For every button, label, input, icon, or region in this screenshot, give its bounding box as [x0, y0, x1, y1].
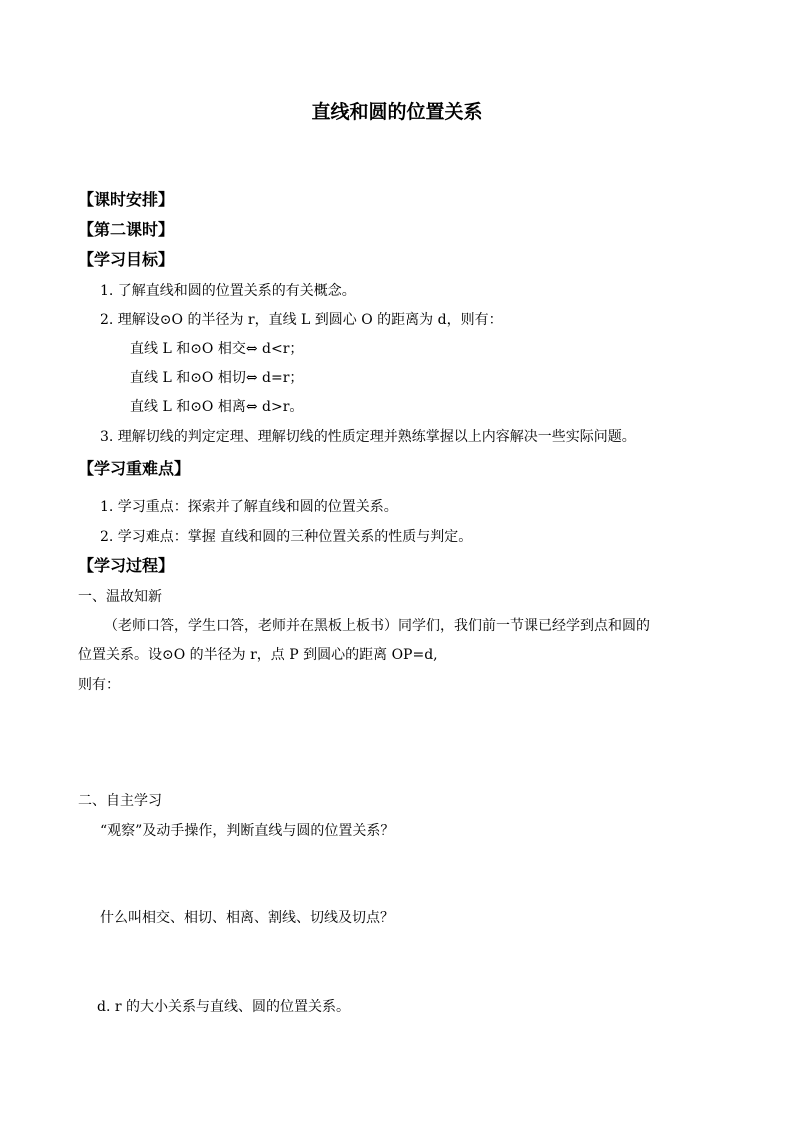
self-question-2: 什么叫相交、相切、相离、割线、切线及切点？	[100, 910, 394, 926]
section-heading-schedule: 【课时安排】	[78, 190, 175, 209]
review-paragraph-line-2: 位置关系。设⊙O 的半径为 r，点 P 到圆心的距离 OP=d,	[78, 647, 438, 663]
relation-intersect: 直线 L 和⊙O 相交⇔ d<r；	[130, 341, 304, 357]
relation-separate: 直线 L 和⊙O 相离⇔ d>r。	[130, 399, 304, 415]
section-heading-lesson: 【第二课时】	[78, 220, 175, 239]
goal-item-1: 1. 了解直线和圆的位置关系的有关概念。	[100, 283, 356, 299]
section-heading-process: 【学习过程】	[78, 556, 175, 575]
goal-item-3: 3. 理解切线的判定定理、理解切线的性质定理并熟练掌握以上内容解决一些实际问题。	[100, 429, 636, 445]
self-question-3: d. r 的大小关系与直线、圆的位置关系。	[97, 999, 351, 1015]
section-heading-key-points: 【学习重难点】	[78, 459, 191, 478]
key-point-1: 1. 学习重点：探索并了解直线和圆的位置关系。	[100, 499, 398, 515]
relation-tangent: 直线 L 和⊙O 相切⇔ d=r；	[130, 370, 304, 386]
subheading-review: 一、温故知新	[78, 589, 162, 605]
goal-item-2: 2. 理解设⊙O 的半径为 r，直线 L 到圆心 O 的距离为 d，则有：	[100, 312, 503, 328]
key-point-2: 2. 学习难点：掌握 直线和圆的三种位置关系的性质与判定。	[100, 529, 473, 545]
section-heading-goals: 【学习目标】	[78, 250, 175, 269]
subheading-self-study: 二、自主学习	[78, 793, 162, 809]
self-question-1: “观察”及动手操作，判断直线与圆的位置关系？	[100, 823, 395, 839]
review-paragraph-line-1: （老师口答，学生口答，老师并在黑板上板书）同学们，我们前一节课已经学到点和圆的	[104, 618, 650, 634]
document-title: 直线和圆的位置关系	[311, 101, 483, 123]
review-paragraph-line-3: 则有：	[78, 677, 120, 693]
